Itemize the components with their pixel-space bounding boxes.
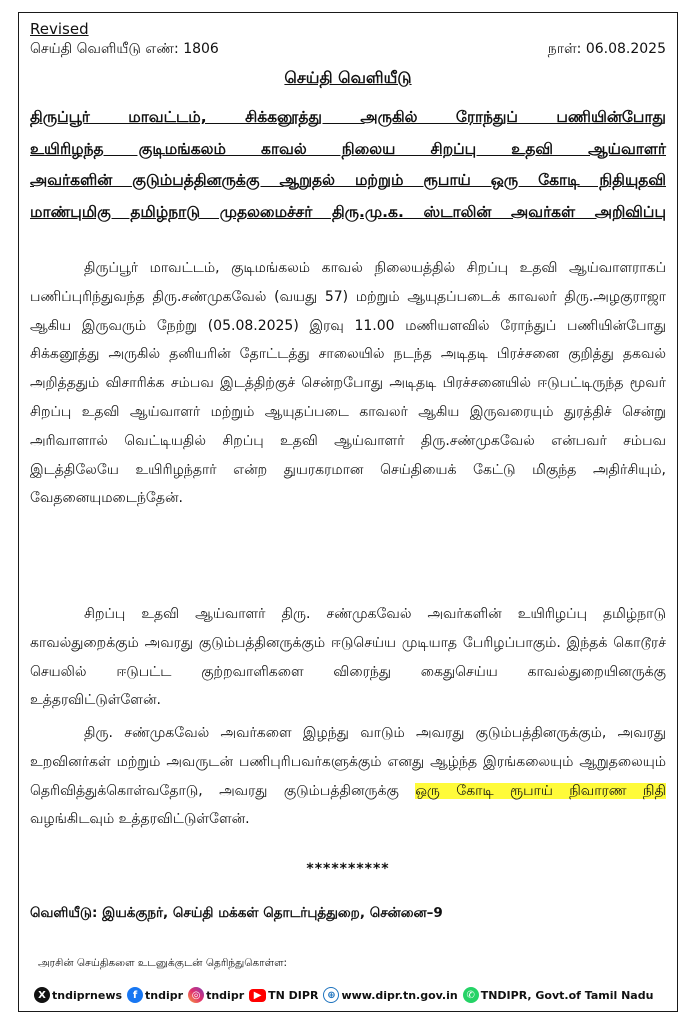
social-youtube-handle: TN DIPR — [268, 988, 319, 1002]
body-paragraph-1 — [30, 254, 666, 513]
paragraph-text: சிறப்பு உதவி ஆய்வாளர் திரு. சண்முகவேல் அவர்களின் உயிரிழப்பு தமிழ்நாடு காவல்துறைக்கும் அவரது குடும்பத்தினருக்கும் ஈடுசெய்ய முடியாத பேரிழப்பாகும். இந்தக் கொடூரச் செயலில் ஈடுபட்ட குற்றவாளிகளை விரைந்து கைதுசெய்ய காவல்துறையினருக்கு உத்தரவிட்டுள்ளேன். — [30, 606, 666, 709]
website-link[interactable] — [323, 987, 457, 1003]
title-line: திருப்பூர் மாவட்டம், சிக்கனூத்து அருகில் ரோந்துப் பணியின்போது — [30, 108, 666, 126]
paragraph-text-end: வழங்கிடவும் உத்தரவிட்டுள்ளேன். — [30, 811, 250, 828]
social-instagram-handle: tndipr — [206, 988, 245, 1002]
title-line: அவர்களின் குடும்பத்தினருக்கு ஆறுதல் மற்றும் ரூபாய் ஒரு கோடி நிதியுதவி — [30, 171, 666, 189]
social-x-handle: tndiprnews — [52, 988, 123, 1002]
press-release-title — [30, 102, 666, 228]
paragraph-text — [30, 719, 666, 834]
website-url: www.dipr.tn.gov.in — [341, 988, 458, 1002]
social-facebook-handle: tndipr — [145, 988, 184, 1002]
social-youtube-link[interactable] — [249, 989, 318, 1002]
body-paragraph-2 — [30, 600, 666, 715]
highlighted-relief-amount: ஒரு கோடி ரூபாய் நிவாரண நிதி — [415, 782, 666, 799]
social-links-bar — [34, 985, 666, 1005]
paragraph-text-start: திரு. சண்முகவேல் அவர்களை இழந்து வாடும் அவரது குடும்பத்தினருக்கும், அவரது உறவினர்கள் மற்றும் அவருடன் பணிபுரிபவர்களுக்கும் எனது ஆழ்ந்த இரங்கலையும் ஆறுதலையும் தெரிவித்துக்கொள்வதோடு, அவரது குடும்பத்தினருக்கு — [30, 725, 666, 799]
whatsapp-icon: ✆ — [463, 987, 479, 1003]
release-date: நாள்: 06.08.2025 — [547, 41, 666, 57]
facebook-icon: f — [127, 987, 143, 1003]
issuer-line: வெளியீடு: இயக்குநர், செய்தி மக்கள் தொடர்புத்துறை, சென்னை–9 — [30, 905, 443, 921]
globe-icon: ⊕ — [323, 987, 339, 1003]
separator-stars: ********** — [306, 861, 390, 877]
social-whatsapp-handle: TNDIPR, Govt.of Tamil Nadu — [480, 988, 654, 1002]
title-line: மாண்புமிகு தமிழ்நாடு முதலமைச்சர் திரு.மு.க. ஸ்டாலின் அவர்கள் அறிவிப்பு — [30, 202, 666, 221]
release-number: செய்தி வெளியீடு எண்: 1806 — [30, 41, 219, 57]
paragraph-text: திருப்பூர் மாவட்டம், குடிமங்கலம் காவல் நிலையத்தில் சிறப்பு உதவி ஆய்வாளராகப் பணிப்புரிந்துவந்த திரு.சண்முகவேல் (வயது 57) மற்றும் ஆயுதப்படைக் காவலர் திரு.அழகுராஜா ஆகிய இருவரும் நேற்று (05.08.2025) இரவு 11.00 மணியளவில் ரோந்துப் பணியின்போது சிக்கனூத்து அருகில் தனியரின் தோட்டத்து சாலையில் நடந்த அடிதடி பிரச்சனை குறித்து தகவல் அறித்ததும் விசாரிக்க சம்பவ இடத்திற்குச் சென்றபோது அடிதடி பிரச்சனையில் ஈடுபட்டிருந்த மூவர் சிறப்பு உதவி ஆய்வாளர் மற்றும் ஆயுதப்படை காவலர் ஆகிய இருவரையும் துரத்திச் சென்று அரிவாளால் வெட்டியதில் சிறப்பு உதவி ஆய்வாளர் திரு.சண்முகவேல் என்பவர் சம்பவ இடத்திலேயே உயிரிழந்தார் என்ற துயரகரமான செய்தியைக் கேட்டு மிகுந்த அதிர்சியும், வேதனையுமடைந்தேன். — [30, 260, 666, 507]
instagram-icon: ◎ — [188, 987, 204, 1003]
x-icon: X — [34, 987, 50, 1003]
social-x-link[interactable] — [34, 987, 122, 1003]
title-line: உயிரிழந்த குடிமங்கலம் காவல் நிலைய சிறப்பு உதவி ஆய்வாளர் — [30, 139, 666, 158]
social-facebook-link[interactable] — [127, 987, 183, 1003]
follow-text: அரசின் செய்திகளை உடனுக்குடன் தெரிந்துகொள்ள: — [38, 957, 288, 969]
youtube-icon: ▶ — [249, 989, 266, 1002]
social-whatsapp-link[interactable] — [463, 987, 654, 1003]
revised-label: Revised — [30, 20, 89, 38]
body-paragraph-3 — [30, 719, 666, 834]
social-instagram-link[interactable] — [188, 987, 244, 1003]
page-heading: செய்தி வெளியீடு — [284, 68, 412, 87]
